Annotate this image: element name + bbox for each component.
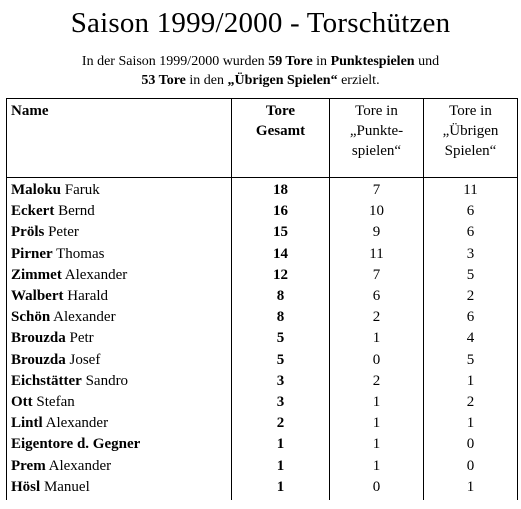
goals-other: 6 [424, 222, 518, 243]
header-name-label: Name [11, 103, 49, 119]
intro-text-5: erzielt. [337, 73, 380, 88]
goals-other: 5 [424, 265, 518, 286]
goals-other: 0 [424, 456, 518, 477]
goals-league: 1 [330, 392, 424, 413]
header-total-line-1: Tore [265, 103, 296, 119]
player-surname: Eckert [11, 203, 55, 220]
player-surname: Pröls [11, 224, 45, 241]
header-name [7, 99, 232, 178]
table-row [7, 286, 518, 307]
table-row [7, 265, 518, 286]
player-firstname: Harald [63, 288, 109, 305]
player-firstname: Alexander [61, 266, 128, 283]
table-row [7, 178, 518, 202]
goals-other: 0 [424, 434, 518, 455]
header-league-line-2: „Punkte- [349, 123, 404, 139]
table-row [7, 392, 518, 413]
player-name [7, 456, 232, 477]
table-row [7, 244, 518, 265]
player-firstname: Bernd [54, 203, 95, 220]
goals-league: 7 [330, 178, 424, 202]
goals-league: 6 [330, 286, 424, 307]
player-firstname: Josef [65, 351, 101, 368]
goals-total: 8 [232, 307, 330, 328]
goals-total: 3 [232, 392, 330, 413]
goals-other: 1 [424, 413, 518, 434]
player-firstname: Peter [44, 224, 79, 241]
goals-league: 10 [330, 201, 424, 222]
table-row [7, 307, 518, 328]
player-surname: Zimmet [11, 266, 62, 283]
player-firstname: Sandro [81, 372, 129, 389]
player-name [7, 265, 232, 286]
goals-total: 15 [232, 222, 330, 243]
player-surname: Lintl [11, 415, 43, 432]
table-row [7, 222, 518, 243]
header-total-line-2: Gesamt [255, 123, 306, 139]
header-row [7, 99, 518, 178]
goals-league: 9 [330, 222, 424, 243]
player-surname: Schön [11, 309, 51, 326]
player-firstname: Stefan [32, 394, 75, 411]
goals-league: 0 [330, 477, 424, 500]
intro-other-goals: 53 Tore [141, 73, 186, 88]
goals-other: 6 [424, 201, 518, 222]
player-name [7, 392, 232, 413]
header-other-line-2: „Übrigen [442, 123, 499, 139]
table-row [7, 434, 518, 455]
header-total [232, 99, 330, 178]
player-name [7, 286, 232, 307]
goals-other: 11 [424, 178, 518, 202]
player-surname: Ott [11, 394, 33, 411]
goals-total: 1 [232, 456, 330, 477]
goals-league: 1 [330, 413, 424, 434]
player-firstname: Petr [65, 330, 94, 347]
header-other [424, 99, 518, 178]
goals-other: 5 [424, 350, 518, 371]
player-firstname: Faruk [61, 182, 100, 198]
goals-league: 2 [330, 371, 424, 392]
goals-total: 3 [232, 371, 330, 392]
intro-league-games: Punktespielen [330, 54, 415, 69]
goals-total: 2 [232, 413, 330, 434]
goals-total: 1 [232, 477, 330, 500]
table-row [7, 371, 518, 392]
goals-league: 1 [330, 328, 424, 349]
player-firstname: Alexander [45, 457, 112, 474]
goals-other: 2 [424, 286, 518, 307]
player-name [7, 477, 232, 500]
player-firstname: Manuel [40, 478, 90, 495]
goals-other: 2 [424, 392, 518, 413]
goals-total: 8 [232, 286, 330, 307]
player-name [7, 328, 232, 349]
player-name [7, 178, 232, 202]
player-name [7, 201, 232, 222]
goals-total: 18 [232, 178, 330, 202]
player-name [7, 434, 232, 455]
header-other-line-1: Tore in [449, 103, 492, 119]
goals-other: 4 [424, 328, 518, 349]
player-name [7, 350, 232, 371]
goals-total: 5 [232, 350, 330, 371]
player-surname: Pirner [11, 245, 53, 262]
player-surname: Eigentore d. Gegner [11, 436, 141, 453]
player-name [7, 307, 232, 328]
intro-league-goals: 59 Tore [268, 54, 313, 69]
player-surname: Eichstätter [11, 372, 82, 389]
player-surname: Hösl [11, 478, 41, 495]
intro-text-4: in den [185, 73, 228, 88]
intro-text-3: und [414, 54, 440, 69]
goals-league: 1 [330, 456, 424, 477]
header-other-line-3: Spielen“ [444, 143, 497, 159]
page-title: Saison 1999/2000 - Torschützen [70, 7, 451, 39]
table-row [7, 350, 518, 371]
intro-other-games: „Übrigen Spielen“ [227, 73, 338, 88]
player-surname: Prem [11, 457, 46, 474]
player-firstname: Thomas [52, 245, 105, 262]
goals-total: 1 [232, 434, 330, 455]
goals-total: 14 [232, 244, 330, 265]
intro-text-2: in [312, 54, 331, 69]
goals-other: 1 [424, 371, 518, 392]
goals-total: 12 [232, 265, 330, 286]
goals-league: 2 [330, 307, 424, 328]
goals-total: 5 [232, 328, 330, 349]
goals-total: 16 [232, 201, 330, 222]
goals-league: 7 [330, 265, 424, 286]
goals-other: 1 [424, 477, 518, 500]
table-row [7, 456, 518, 477]
header-league [330, 99, 424, 178]
player-firstname: Alexander [50, 309, 116, 326]
player-name [7, 244, 232, 265]
goals-league: 0 [330, 350, 424, 371]
goals-league: 11 [330, 244, 424, 265]
header-league-line-3: spielen“ [351, 143, 402, 159]
header-league-line-1: Tore in [355, 103, 398, 119]
table-row [7, 477, 518, 500]
goals-other: 3 [424, 244, 518, 265]
player-surname: Brouzda [11, 351, 66, 368]
goals-league: 1 [330, 434, 424, 455]
player-name [7, 371, 232, 392]
intro-text [0, 52, 521, 90]
table-row [7, 413, 518, 434]
table-row [7, 328, 518, 349]
scorers-table [6, 98, 518, 500]
player-surname: Maloku [11, 182, 62, 198]
table-row [7, 201, 518, 222]
intro-text-1: In der Saison 1999/2000 wurden [81, 54, 269, 69]
player-name [7, 222, 232, 243]
goals-other: 6 [424, 307, 518, 328]
player-surname: Walbert [11, 288, 64, 305]
player-firstname: Alexander [42, 415, 109, 432]
player-name [7, 413, 232, 434]
player-surname: Brouzda [11, 330, 66, 347]
